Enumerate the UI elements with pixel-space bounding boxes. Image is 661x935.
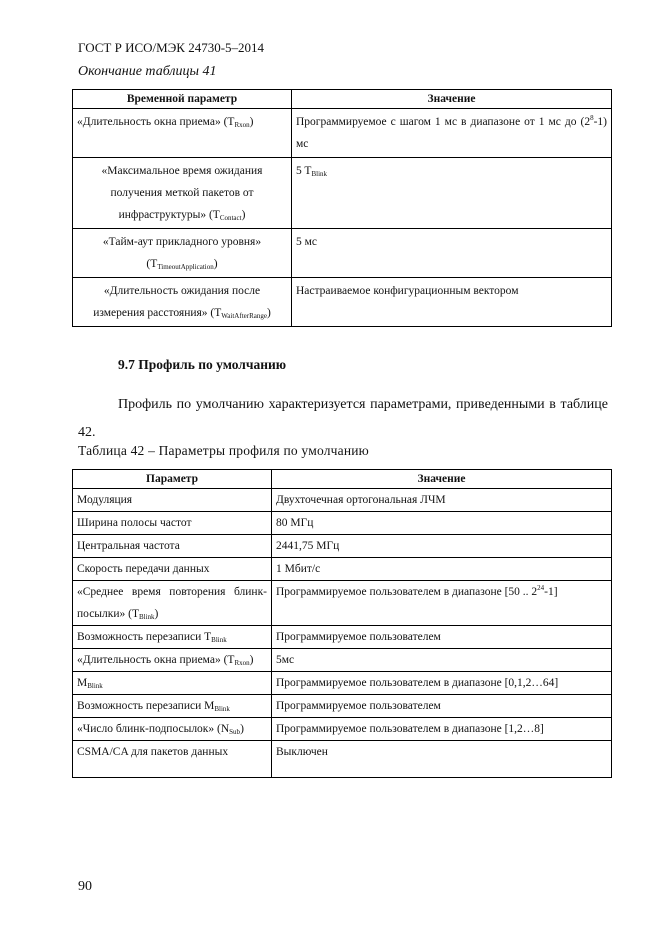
table-row <box>73 741 612 778</box>
value-cell: Программируемое пользователем в диапазоне [50 .. $2^{24}-1$] <box>272 581 612 626</box>
table-row <box>73 672 612 695</box>
param-cell: «Максимальное время ожидания получения меткой пакетов от инфраструктуры» $(T_{Contact})$ <box>73 158 292 229</box>
table-41 <box>72 89 612 327</box>
section-title: 9.7 Профиль по умолчанию <box>118 357 287 372</box>
table-row <box>73 512 612 535</box>
table-42-caption: Таблица 42 – Параметры профиля по умолчанию <box>78 443 369 458</box>
param-cell: «Длительность окна приема» $(T_{Rxon})$ <box>73 109 292 158</box>
paragraph-text: Профиль по умолчанию характеризуется параметрами, приведенными в таблице 42. <box>78 397 608 440</box>
param-cell: «Тайм-аут прикладного уровня» $(T_{TimeoutApplication})$ <box>73 229 292 278</box>
param-cell: Центральная частота <box>73 535 272 558</box>
table-row <box>73 158 612 229</box>
table-row <box>73 626 612 649</box>
value-cell: Программируемое пользователем в диапазоне [1,2…8] <box>272 718 612 741</box>
table-continuation-label: Окончание таблицы 41 <box>78 64 217 79</box>
value-cell: 2441,75 МГц <box>272 535 612 558</box>
column-header-value: Значение <box>272 470 612 489</box>
table-header-row <box>73 470 612 489</box>
value-cell: 80 МГц <box>272 512 612 535</box>
param-cell: «Длительность ожидания после измерения расстояния» $(T_{WaitAfterRange})$ <box>73 278 292 327</box>
param-cell: $M_{Blink}$ <box>73 672 272 695</box>
table-row <box>73 489 612 512</box>
param-cell: «Число блинк-подпосылок» $(N_{Sub})$ <box>73 718 272 741</box>
column-header-time-parameter: Временной параметр <box>73 90 292 109</box>
column-header-value: Значение <box>292 90 612 109</box>
value-cell: 1 Мбит/с <box>272 558 612 581</box>
body-paragraph <box>78 391 608 447</box>
table-row <box>73 278 612 327</box>
value-cell: 5 $T_{Blink}$ <box>292 158 612 229</box>
value-cell: 5мс <box>272 649 612 672</box>
column-header-parameter: Параметр <box>73 470 272 489</box>
value-cell: Программируемое с шагом 1 мс в диапазоне от 1 мс до $(2^8-1)$ мс <box>292 109 612 158</box>
table-42 <box>72 469 612 778</box>
param-cell: Модуляция <box>73 489 272 512</box>
param-cell: «Среднее время повторения блинк-посылки» $(T_{Blink})$ <box>73 581 272 626</box>
table-row <box>73 558 612 581</box>
value-cell: Настраиваемое конфигурационным вектором <box>292 278 612 327</box>
value-cell: Выключен <box>272 741 612 778</box>
value-cell: 5 мс <box>292 229 612 278</box>
table-row <box>73 649 612 672</box>
table-header-row <box>73 90 612 109</box>
table-row <box>73 718 612 741</box>
table-row <box>73 535 612 558</box>
param-cell: «Длительность окна приема» $(T_{Rxon})$ <box>73 649 272 672</box>
table-row <box>73 229 612 278</box>
value-cell: Программируемое пользователем в диапазоне [0,1,2…64] <box>272 672 612 695</box>
table-row <box>73 695 612 718</box>
param-cell: Возможность перезаписи $T_{Blink}$ <box>73 626 272 649</box>
table-row <box>73 581 612 626</box>
param-cell: CSMA/CA для пакетов данных <box>73 741 272 778</box>
value-cell: Программируемое пользователем <box>272 695 612 718</box>
table-row <box>73 109 612 158</box>
param-cell: Возможность перезаписи $M_{Blink}$ <box>73 695 272 718</box>
param-cell: Скорость передачи данных <box>73 558 272 581</box>
param-cell: Ширина полосы частот <box>73 512 272 535</box>
value-cell: Двухточечная ортогональная ЛЧМ <box>272 489 612 512</box>
running-header: ГОСТ Р ИСО/МЭК 24730-5–2014 <box>78 40 265 55</box>
page-number: 90 <box>78 879 92 894</box>
value-cell: Программируемое пользователем <box>272 626 612 649</box>
